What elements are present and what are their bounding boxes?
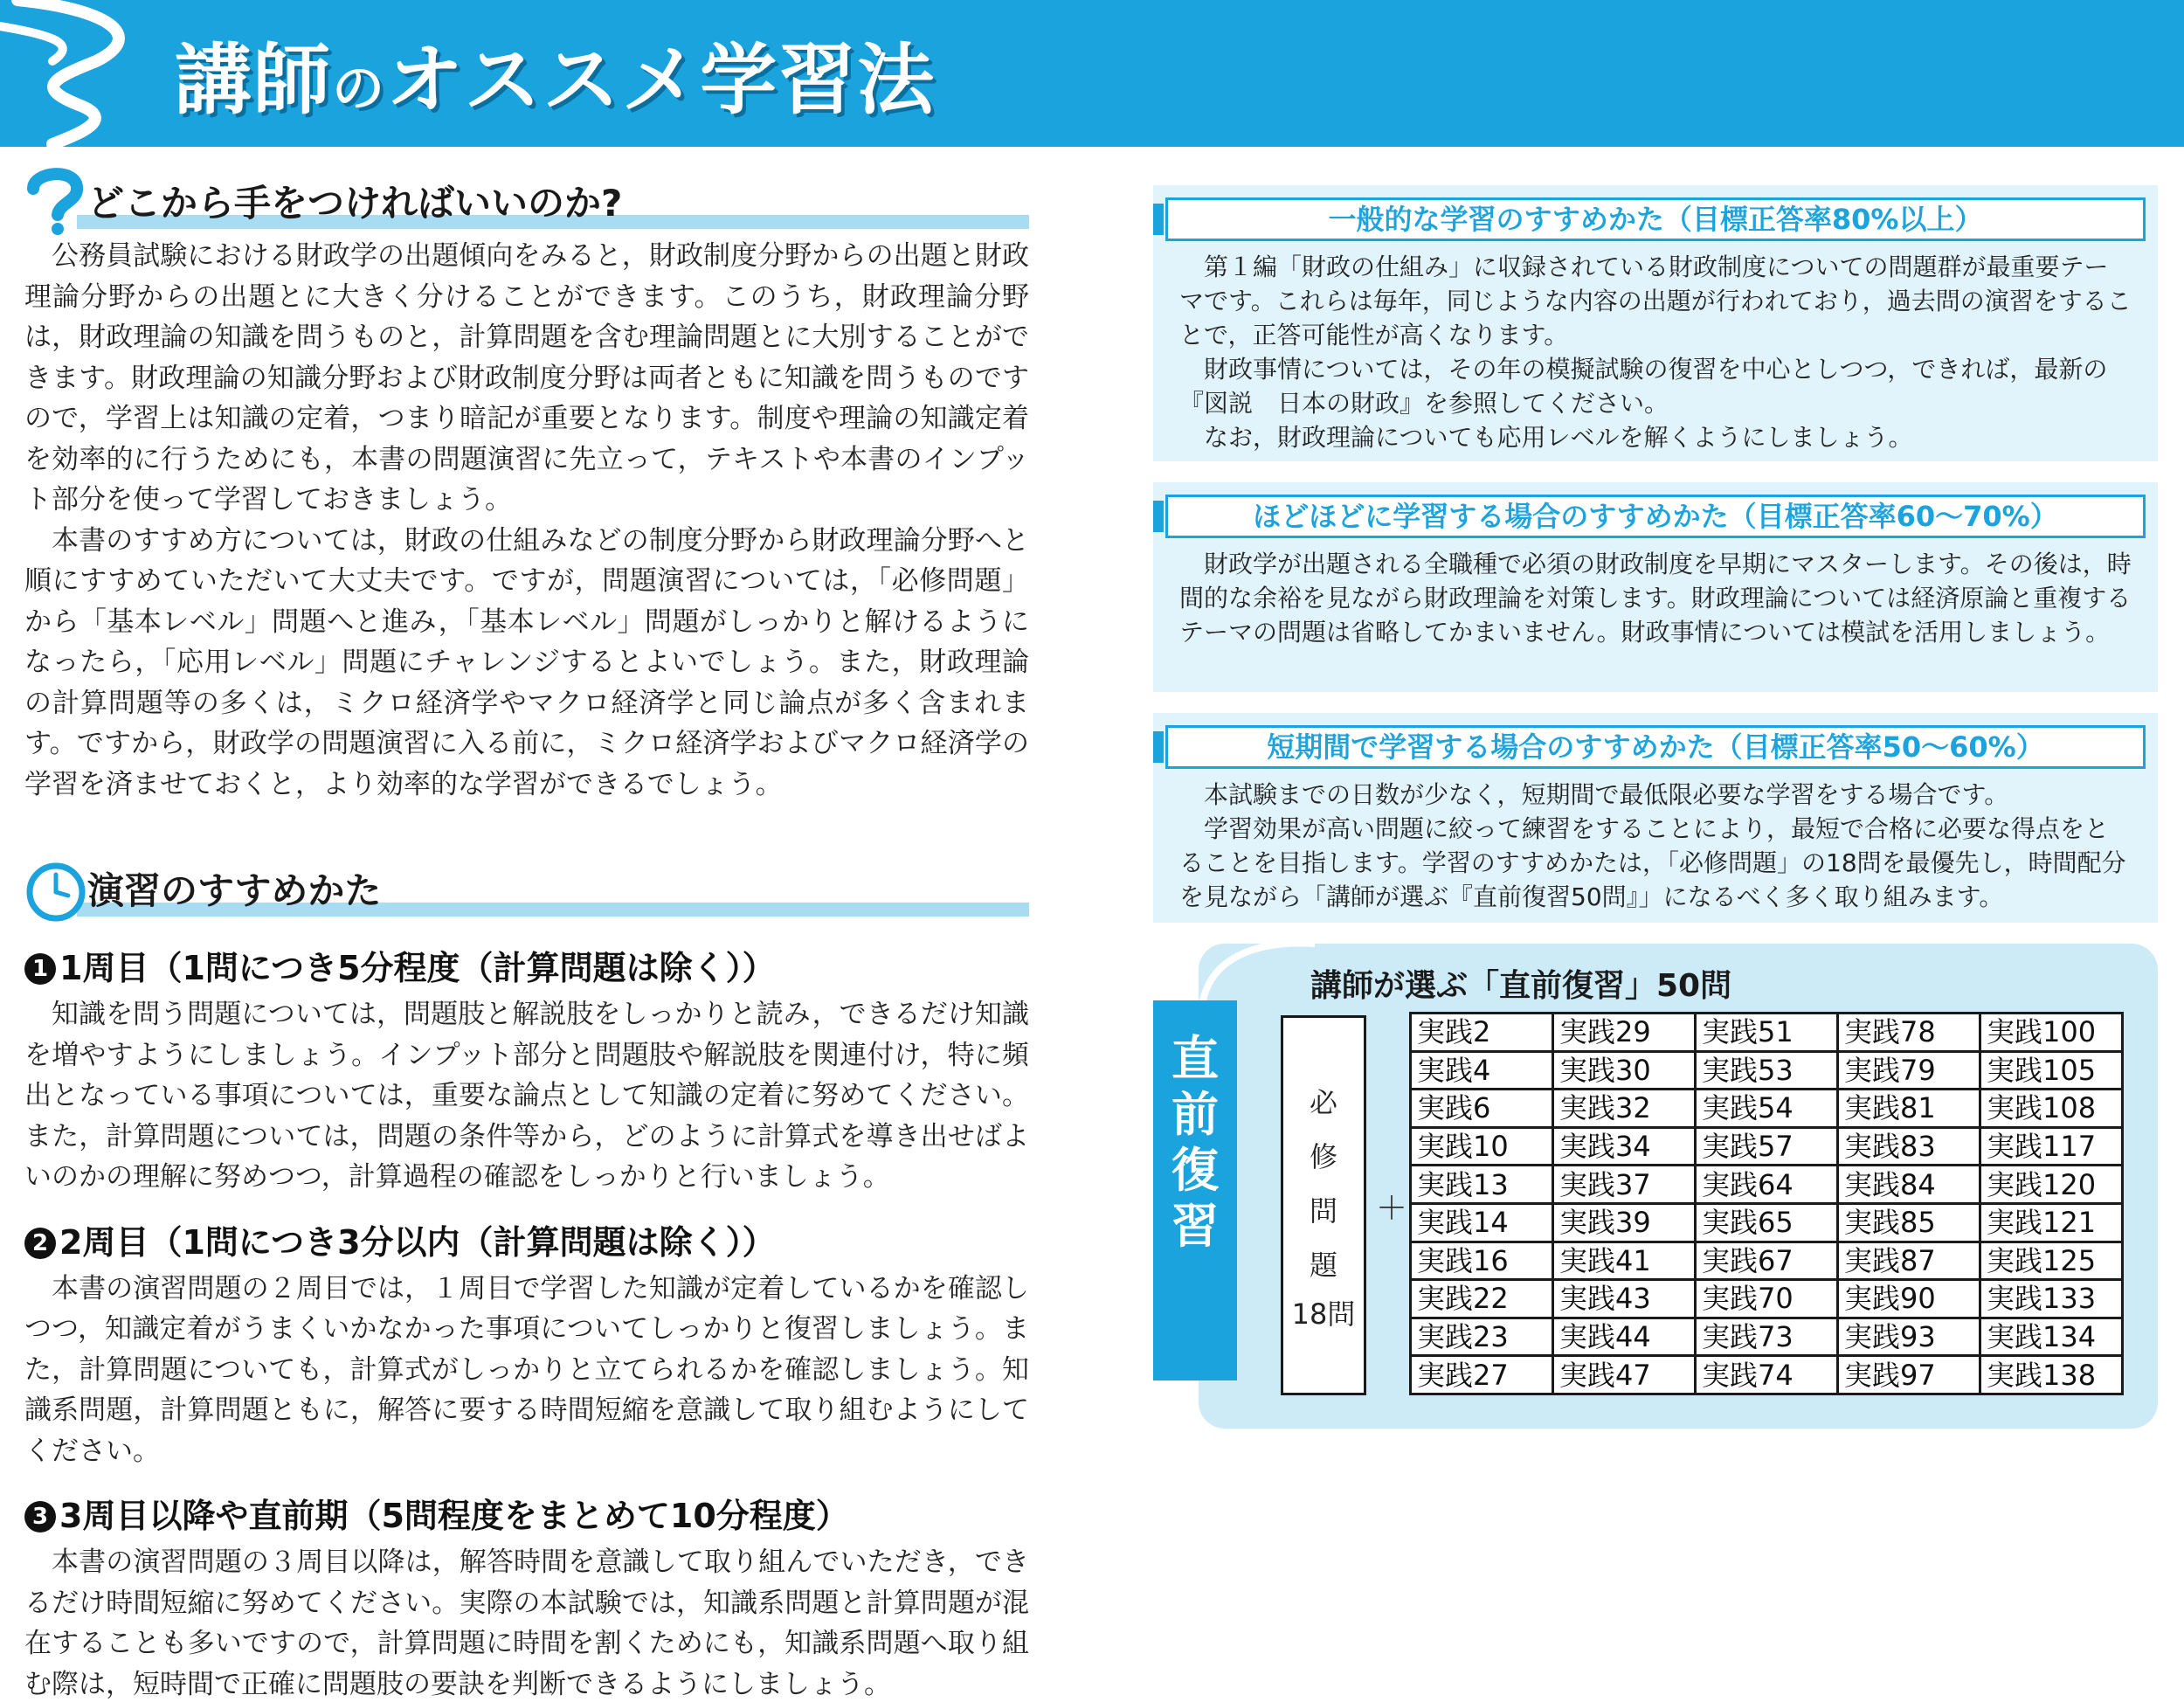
table-cell: 実践97 — [1838, 1356, 1980, 1394]
paragraph: 財政学が出題される全職種で必須の財政制度を早期にマスターします。その後は，時間的な余裕を見ながら財政理論を対策します。財政理論については経済原論と重複するテーマの問題は省略してかまいません。財政事情については模試を活用しましょう。 — [1179, 550, 2132, 647]
table-cell: 実践10 — [1411, 1127, 1553, 1166]
table-cell: 実践67 — [1696, 1242, 1838, 1280]
table-cell: 実践73 — [1696, 1318, 1838, 1356]
table-cell: 実践34 — [1553, 1127, 1696, 1166]
table-cell: 実践125 — [1980, 1242, 2123, 1280]
table-cell: 実践133 — [1980, 1280, 2123, 1318]
general-study-box — [1153, 185, 2158, 461]
table-cell: 実践90 — [1838, 1280, 1980, 1318]
paragraph: 本書の演習問題の２周目では，１周目で学習した知識が定着しているかを確認しつつ，知識定着がうまくいかなかった事項についてしっかりと復習しましょう。また，計算問題についても，計算式がしっかりと立てられるかを確認しましょう。知識系問題，計算問題ともに，解答に要する時間短縮を意識して取り組むようにしてください。 — [24, 1272, 1029, 1467]
short-term-study-box — [1153, 713, 2158, 923]
table-cell: 実践93 — [1838, 1318, 1980, 1356]
question-mark-icon — [24, 166, 86, 236]
table-cell: 実践39 — [1553, 1203, 1696, 1242]
box-body — [1153, 769, 2158, 926]
table-cell: 実践138 — [1980, 1356, 2123, 1394]
required-problems-box — [1281, 1015, 1366, 1395]
paragraph: 第１編「財政の仕組み」に収録されている財政制度についての問題群が最重要テーマです。これらは毎年，同じような内容の出題が行われており，過去問の演習をすることで，正答可能性が高くなります。 — [1179, 253, 2132, 349]
paragraph: 知識を問う問題については，問題肢と解説肢をしっかりと読み，できるだけ知識を増やすようにしましょう。インプット部分と問題肢や解説肢を関連付け，特に頻出となっている事項については，重要な論点として知識の定着に努めてください。また，計算問題については，問題の条件等から，どのように計算式を導き出せばよいのかの理解に努めつつ，計算過程の確認をしっかりと行いましょう。 — [24, 999, 1029, 1193]
table-row — [1411, 1127, 2123, 1166]
review-tab-label — [1153, 1031, 1237, 1255]
paragraph: なお，財政理論についても応用レベルを解くようにしましょう。 — [1204, 423, 1913, 452]
table-cell: 実践100 — [1980, 1014, 2123, 1052]
table-cell: 実践23 — [1411, 1318, 1553, 1356]
section-heading-practice — [24, 854, 1029, 924]
box-title: 一般的な学習のすすめかた（目標正答率80%以上） — [1165, 197, 2146, 241]
table-cell: 実践117 — [1980, 1127, 2123, 1166]
review-problem-table — [1409, 1012, 2124, 1395]
paragraph: 本試験までの日数が少なく，短期間で最低限必要な学習をする場合です。 — [1204, 780, 2009, 809]
table-cell: 実践32 — [1553, 1090, 1696, 1128]
paragraph: 本書の演習問題の３周目以降は，解答時間を意識して取り組んでいただき，できるだけ時間短縮に努めてください。実際の本試験では，知識系問題と計算問題が混在することも多いですので，計算問題に時間を割くためにも，知識系問題へ取り組む際は，短時間で正確に問題肢の要訣を判断できるようにしましょう。 — [24, 1546, 1029, 1700]
table-cell: 実践108 — [1980, 1090, 2123, 1128]
table-row — [1411, 1090, 2123, 1128]
table-row — [1411, 1356, 2123, 1394]
box-title: 短期間で学習する場合のすすめかた（目標正答率50～60%） — [1165, 725, 2146, 769]
tab-char: 復 — [1171, 1143, 1219, 1198]
table-cell: 実践64 — [1696, 1166, 1838, 1204]
table-row — [1411, 1166, 2123, 1204]
page-header — [0, 0, 2184, 147]
label-char: 修 — [1309, 1140, 1337, 1173]
table-cell: 実践30 — [1553, 1051, 1696, 1090]
table-cell: 実践74 — [1696, 1356, 1838, 1394]
tab-char: 習 — [1171, 1199, 1219, 1254]
subheading-round-2: 2 2周目（1問につき3分以内（計算問題は除く）） — [24, 1215, 1029, 1263]
table-cell: 実践87 — [1838, 1242, 1980, 1280]
label-char: 問 — [1309, 1194, 1337, 1228]
review-title: 講師が選ぶ「直前復習」50問 — [1310, 968, 1732, 1004]
table-cell: 実践4 — [1411, 1051, 1553, 1090]
table-cell: 実践13 — [1411, 1166, 1553, 1204]
section-title: どこから手をつければいいのか? — [87, 182, 623, 225]
subheading-round-3: 3 3周目以降や直前期（5問程度をまとめて10分程度） — [24, 1489, 1029, 1537]
table-cell: 実践22 — [1411, 1280, 1553, 1318]
table-cell: 実践134 — [1980, 1318, 2123, 1356]
table-cell: 実践29 — [1553, 1014, 1696, 1052]
table-cell: 実践44 — [1553, 1318, 1696, 1356]
section-title: 演習のすすめかた — [87, 869, 382, 912]
table-cell: 実践2 — [1411, 1014, 1553, 1052]
table-cell: 実践81 — [1838, 1090, 1980, 1128]
table-cell: 実践6 — [1411, 1090, 1553, 1128]
table-cell: 実践83 — [1838, 1127, 1980, 1166]
table-cell: 実践51 — [1696, 1014, 1838, 1052]
swirl-decoration-icon — [0, 0, 175, 149]
moderate-study-box — [1153, 482, 2158, 692]
required-problems-count: 18問 — [1291, 1297, 1356, 1331]
table-row — [1411, 1203, 2123, 1242]
box-title: ほどほどに学習する場合のすすめかた（目標正答率60～70%） — [1165, 495, 2146, 538]
tab-char: 前 — [1171, 1087, 1219, 1142]
table-cell: 実践53 — [1696, 1051, 1838, 1090]
table-cell: 実践43 — [1553, 1280, 1696, 1318]
table-cell: 実践105 — [1980, 1051, 2123, 1090]
table-row — [1411, 1242, 2123, 1280]
table-cell: 実践41 — [1553, 1242, 1696, 1280]
table-row — [1411, 1318, 2123, 1356]
table-cell: 実践27 — [1411, 1356, 1553, 1394]
label-char: 題 — [1309, 1249, 1337, 1282]
table-cell: 実践120 — [1980, 1166, 2123, 1204]
label-char: 必 — [1309, 1086, 1337, 1119]
table-row — [1411, 1051, 2123, 1090]
table-cell: 実践65 — [1696, 1203, 1838, 1242]
number-badge: 2 — [24, 1228, 56, 1259]
number-badge: 1 — [24, 953, 56, 985]
table-cell: 実践16 — [1411, 1242, 1553, 1280]
table-cell: 実践84 — [1838, 1166, 1980, 1204]
table-cell: 実践54 — [1696, 1090, 1838, 1128]
page-title: 講師のオススメ学習法 — [175, 35, 936, 125]
table-cell: 実践85 — [1838, 1203, 1980, 1242]
paragraph: 財政事情については，その年の模擬試験の復習を中心としつつ，できれば，最新の『図説 日本の財政』を参照してください。 — [1179, 355, 2108, 418]
table-row — [1411, 1280, 2123, 1318]
table-cell: 実践79 — [1838, 1051, 1980, 1090]
subheading-round-1: 1 1周目（1問につき5分程度（計算問題は除く）） — [24, 941, 1029, 989]
clock-icon — [24, 854, 86, 924]
left-column — [24, 166, 1029, 1702]
box-body — [1153, 241, 2158, 467]
table-cell: 実践78 — [1838, 1014, 1980, 1052]
table-cell: 実践47 — [1553, 1356, 1696, 1394]
table-cell: 実践14 — [1411, 1203, 1553, 1242]
review-tab — [1153, 1000, 1237, 1380]
number-badge: 3 — [24, 1501, 56, 1532]
table-cell: 実践37 — [1553, 1166, 1696, 1204]
required-problems-label — [1283, 1018, 1364, 1292]
paragraph: 公務員試験における財政学の出題傾向をみると，財政制度分野からの出題と財政理論分野からの出題とに大きく分けることができます。このうち，財政理論分野は，財政理論の知識を問うものと，計算問題を含む理論問題とに大別することができます。財政理論の知識分野および財政制度分野は両者ともに知識を問うものですので，学習上は知識の定着，つまり暗記が重要となります。制度や理論の知識定着を効率的に行うためにも，本書の問題演習に先立って，テキストや本書のインプット部分を使って学習しておきましょう。 — [24, 240, 1029, 515]
paragraph: 学習効果が高い問題に絞って練習をすることにより，最短で合格に必要な得点をとることを目指します。学習のすすめかたは，「必修問題」の18問を最優先し，時間配分を見ながら「講師が選ぶ『直前復習50問』」になるべく多く取り組みます。 — [1179, 814, 2126, 911]
table-row — [1411, 1014, 2123, 1052]
tab-char: 直 — [1171, 1031, 1219, 1086]
plus-sign: ＋ — [1376, 1191, 1408, 1227]
table-cell: 実践121 — [1980, 1203, 2123, 1242]
table-cell: 実践57 — [1696, 1127, 1838, 1166]
paragraph: 本書のすすめ方については，財政の仕組みなどの制度分野から財政理論分野へと順にすすめていただいて大丈夫です。ですが，問題演習については，「必修問題」から「基本レベル」問題へと進み，「基本レベル」問題がしっかりと解けるようになったら，「応用レベル」問題にチャレンジするとよいでしょう。また，財政理論の計算問題等の多くは，ミクロ経済学やマクロ経済学と同じ論点が多く含まれます。ですから，財政学の問題演習に入る前に，ミクロ経済学およびマクロ経済学の学習を済ませておくと，より効率的な学習ができるでしょう。 — [24, 524, 1029, 800]
section-heading-where-to-start — [24, 166, 1029, 236]
table-cell: 実践70 — [1696, 1280, 1838, 1318]
box-body — [1153, 538, 2158, 661]
